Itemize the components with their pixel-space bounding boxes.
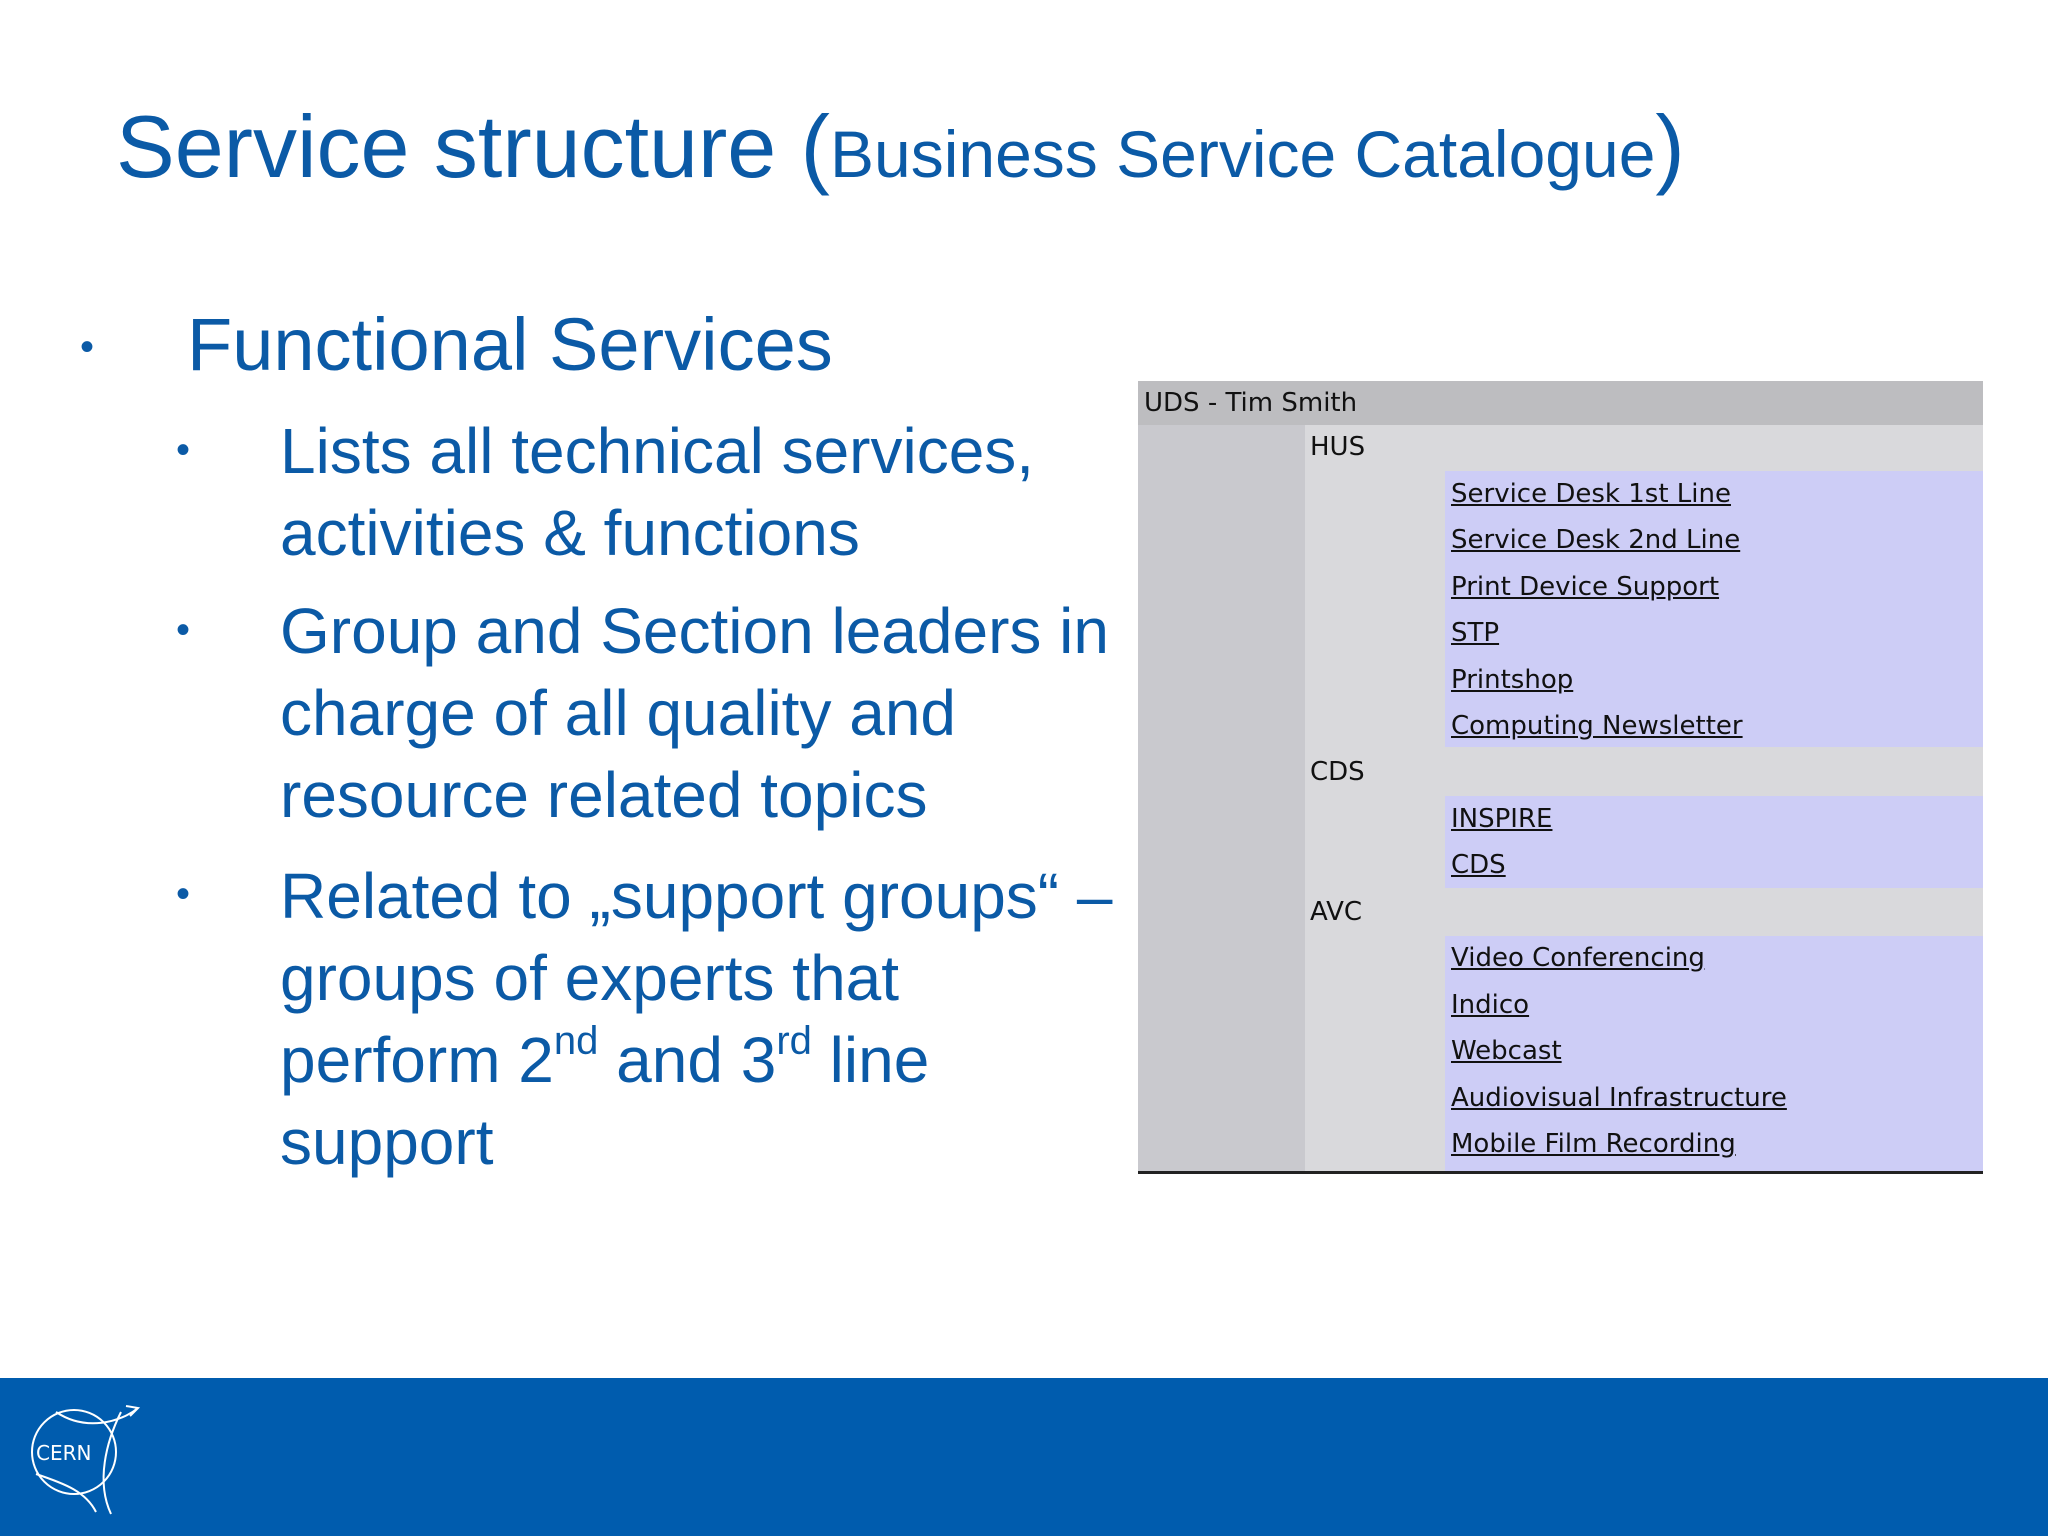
group-avc: AVC [1310, 897, 1363, 927]
service-link[interactable]: Audiovisual Infrastructure [1451, 1083, 1787, 1113]
group-cds: CDS [1310, 757, 1365, 787]
bullet-dot: • [176, 428, 191, 472]
service-link[interactable]: Computing Newsletter [1451, 711, 1743, 741]
service-link[interactable]: Service Desk 2nd Line [1451, 525, 1741, 555]
footer-bar [0, 1378, 2048, 1536]
service-link[interactable]: Service Desk 1st Line [1451, 479, 1731, 509]
sup-nd: nd [553, 1018, 599, 1063]
bullet-dot: • [80, 325, 95, 369]
support-text-2: and 3 [598, 1024, 777, 1096]
service-link[interactable]: Print Device Support [1451, 572, 1720, 602]
service-link[interactable]: Webcast [1451, 1036, 1562, 1066]
sup-rd: rd [776, 1018, 812, 1063]
service-link[interactable]: Mobile Film Recording [1451, 1129, 1736, 1159]
service-catalogue-table [1138, 381, 1983, 1174]
service-link[interactable]: INSPIRE [1451, 804, 1553, 834]
support-text-1: Related to „support groups“ – groups of experts that perform 2 [280, 860, 1113, 1096]
bullet-lists-services: Lists all technical services, activities & functions [280, 415, 1035, 569]
cern-logo-icon [26, 1402, 146, 1518]
logo-text: CERN [36, 1441, 92, 1465]
bullet-dot: • [176, 872, 191, 916]
title-close: ) [1655, 97, 1685, 196]
bullet-functional-services: Functional Services [187, 303, 833, 386]
title-sub: Business Service Catalogue [829, 117, 1656, 191]
title-main: Service structure ( [116, 97, 830, 196]
bullet-dot: • [176, 608, 191, 652]
slide-title [116, 96, 1685, 197]
service-link[interactable]: STP [1451, 618, 1500, 648]
table-header: UDS - Tim Smith [1138, 381, 1983, 425]
service-link[interactable]: Indico [1451, 990, 1530, 1020]
service-link[interactable]: Video Conferencing [1451, 943, 1705, 973]
group-hus: HUS [1310, 432, 1366, 462]
hus-services-block [1445, 471, 1983, 747]
support-text-3: line support [280, 1024, 930, 1178]
service-link[interactable]: Printshop [1451, 665, 1574, 695]
service-link[interactable]: CDS [1451, 850, 1506, 880]
bullet-group-leaders: Group and Section leaders in charge of all quality and resource related topics [280, 595, 1109, 831]
bullet-support-groups [280, 855, 1120, 1183]
